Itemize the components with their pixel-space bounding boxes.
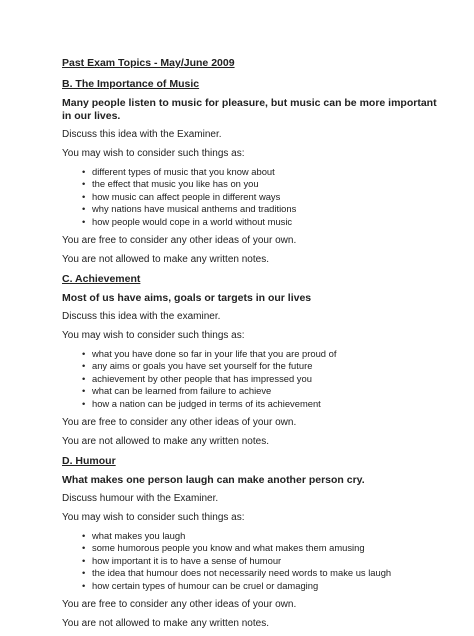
list-item: • some humorous people you know and what makes them amusing <box>82 542 442 554</box>
list-item: • how a nation can be judged in terms of its achievement <box>82 398 442 410</box>
list-item: • the idea that humour does not necessarily need words to make us laugh <box>82 567 442 579</box>
section-heading: C. Achievement <box>62 273 141 286</box>
list-item: • the effect that music you like has on you <box>82 178 442 190</box>
section-humour <box>62 454 442 630</box>
consider-instruction: You may wish to consider such things as: <box>62 148 245 159</box>
list-item: • why nations have musical anthems and traditions <box>82 203 442 215</box>
document-content <box>62 56 442 636</box>
bullet-list <box>62 348 442 410</box>
section-question: Many people listen to music for pleasure, but music can be more important in our lives. <box>62 97 437 122</box>
list-item: • how music can affect people in different ways <box>82 191 442 203</box>
list-item: • how important it is to have a sense of humour <box>82 555 442 567</box>
list-item: • how certain types of humour can be cruel or damaging <box>82 580 442 592</box>
section-achievement <box>62 272 442 448</box>
section-music <box>62 77 442 266</box>
discuss-instruction: Discuss humour with the Examiner. <box>62 493 219 505</box>
free-ideas-note: You are free to consider any other ideas of your own. <box>62 599 297 611</box>
free-ideas-note: You are free to consider any other ideas of your own. <box>62 235 297 247</box>
list-item: • any aims or goals you have set yourself for the future <box>82 360 442 372</box>
free-ideas-note: You are free to consider any other ideas of your own. <box>62 417 297 429</box>
list-item: • what can be learned from failure to achieve <box>82 385 442 397</box>
list-item: • achievement by other people that has impressed you <box>82 373 442 385</box>
discuss-instruction: Discuss this idea with the Examiner. <box>62 129 222 140</box>
no-notes-rule: You are not allowed to make any written notes. <box>62 254 269 266</box>
bullet-list <box>62 166 442 228</box>
discuss-instruction: Discuss this idea with the examiner. <box>62 311 221 323</box>
no-notes-rule: You are not allowed to make any written notes. <box>62 436 269 448</box>
consider-instruction: You may wish to consider such things as: <box>62 330 245 342</box>
section-heading: B. The Importance of Music <box>62 78 200 90</box>
consider-instruction: You may wish to consider such things as: <box>62 512 245 524</box>
bullet-list <box>62 530 442 592</box>
list-item: • what you have done so far in your life that you are proud of <box>82 348 442 360</box>
list-item: • how people would cope in a world without music <box>82 216 442 228</box>
no-notes-rule: You are not allowed to make any written notes. <box>62 618 269 630</box>
list-item: • different types of music that you know about <box>82 166 442 178</box>
document-title: Past Exam Topics - May/June 2009 <box>62 57 235 69</box>
section-question: Most of us have aims, goals or targets in our lives <box>62 292 312 305</box>
section-question: What makes one person laugh can make another person cry. <box>62 474 365 487</box>
section-heading: D. Humour <box>62 455 116 468</box>
list-item: • what makes you laugh <box>82 530 442 542</box>
